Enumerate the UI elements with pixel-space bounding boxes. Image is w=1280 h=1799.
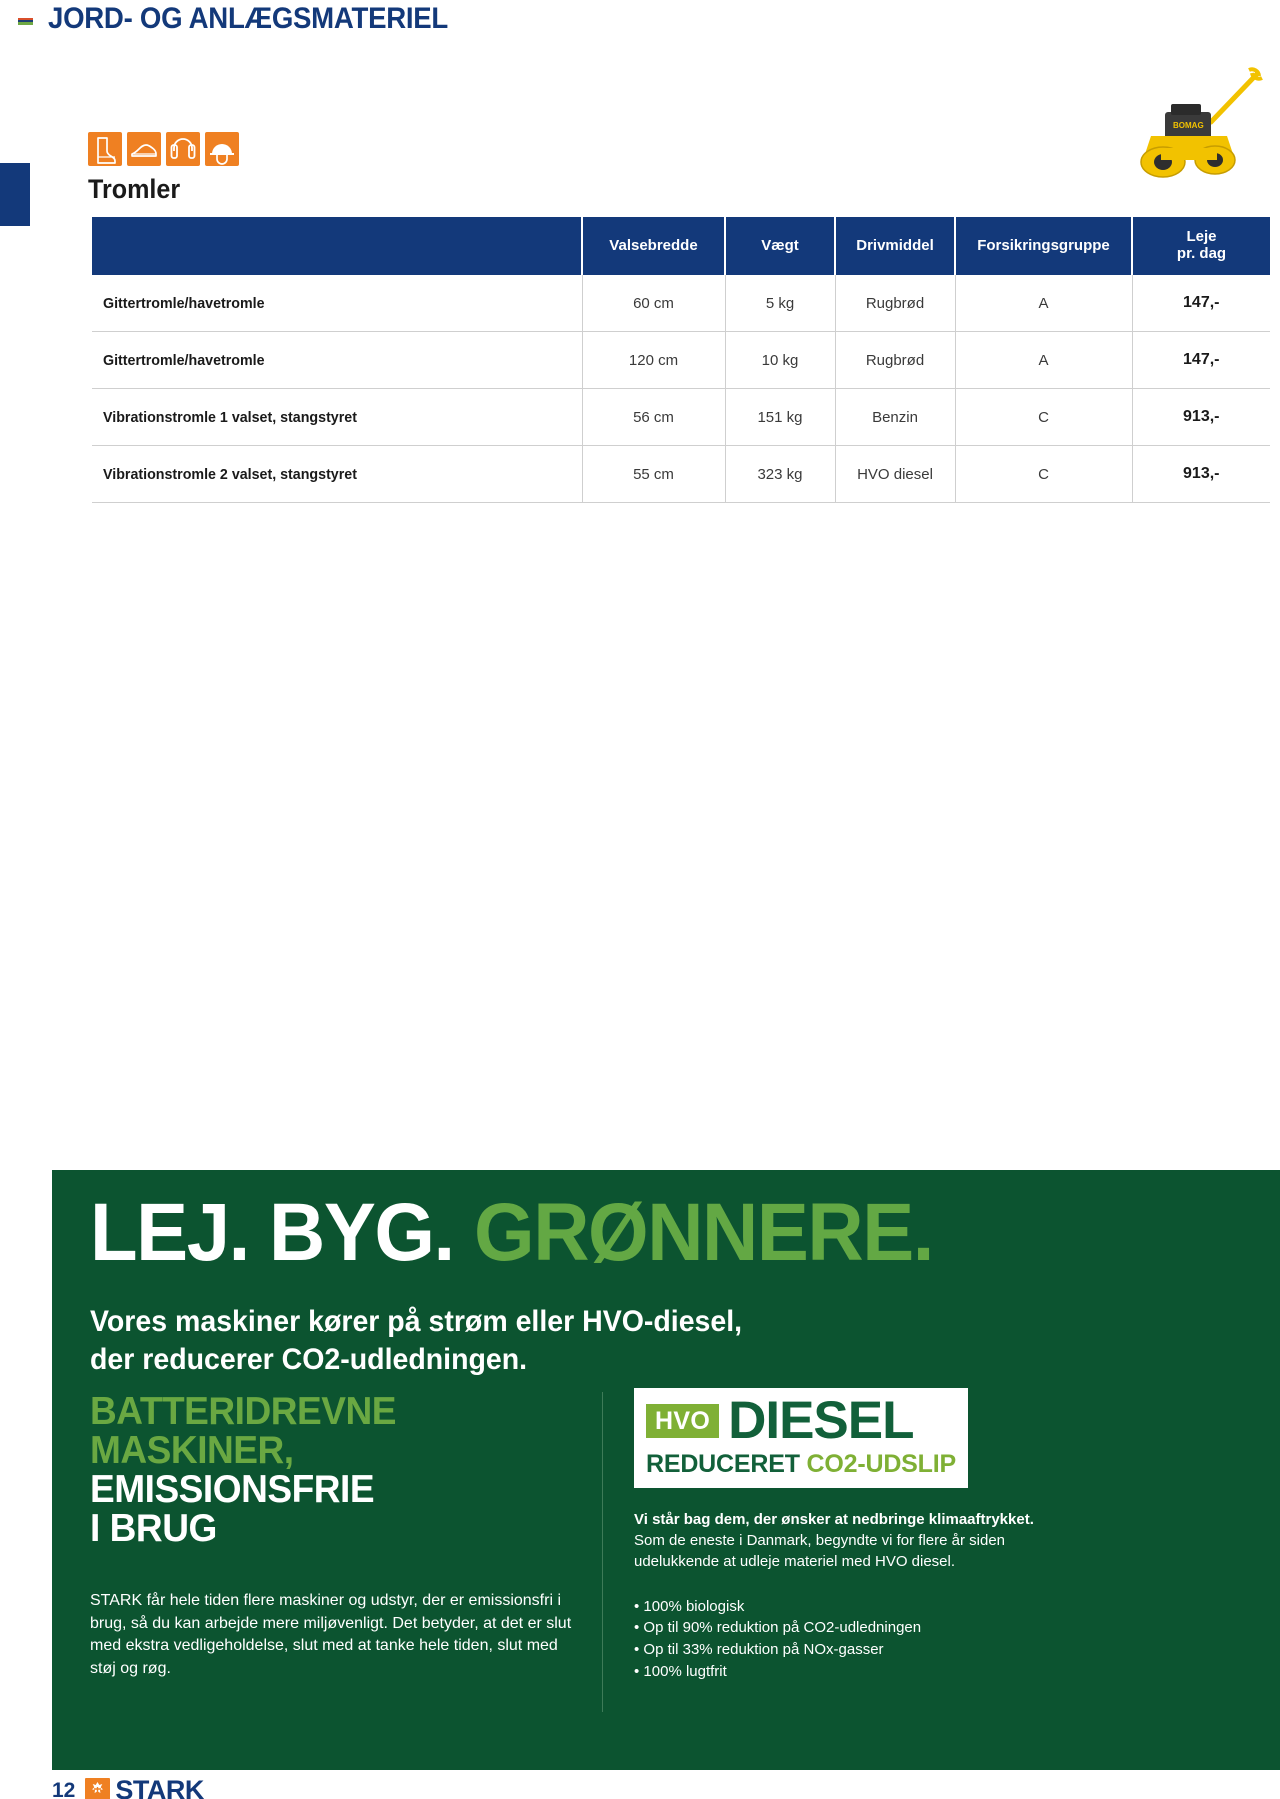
svg-text:BOMAG: BOMAG bbox=[1173, 121, 1204, 130]
col-header-forsikringsgruppe: Forsikringsgruppe bbox=[955, 217, 1132, 275]
hvo-benefits-list bbox=[634, 1596, 1034, 1683]
hvo-chip-label: HVO bbox=[646, 1404, 719, 1438]
ear-protection-icon bbox=[166, 132, 200, 166]
col-header-drivmiddel: Drivmiddel bbox=[835, 217, 955, 275]
product-photo-roller bbox=[1115, 66, 1275, 191]
safety-shoe-icon bbox=[127, 132, 161, 166]
stark-mark-icon bbox=[85, 1778, 110, 1799]
cell-valsebredde: 120 cm bbox=[582, 332, 725, 389]
equipment-spec-table bbox=[92, 217, 1270, 503]
cell-name bbox=[92, 446, 582, 503]
stark-logo bbox=[85, 1775, 204, 1799]
col-header-name bbox=[92, 217, 582, 275]
cell-forsikringsgruppe: A bbox=[955, 332, 1132, 389]
ppe-icon-row bbox=[88, 132, 239, 166]
column-divider bbox=[602, 1392, 603, 1712]
hvo-badge-line2 bbox=[646, 1450, 956, 1479]
green-promo-banner bbox=[52, 1170, 1280, 1770]
banner-right-column bbox=[634, 1388, 1034, 1683]
section-heading: Tromler bbox=[88, 174, 181, 204]
list-item: • Op til 90% reduktion på CO2-udledningen bbox=[634, 1617, 1034, 1639]
page-header bbox=[0, 0, 1280, 46]
hvo-badge-reduceret: REDUCERET bbox=[646, 1449, 800, 1478]
helmet-icon bbox=[205, 132, 239, 166]
cell-name bbox=[92, 389, 582, 446]
cell-vaegt: 323 kg bbox=[725, 446, 835, 503]
stark-wordmark: STARK bbox=[115, 1775, 204, 1799]
cell-vaegt: 5 kg bbox=[725, 275, 835, 332]
table-row bbox=[92, 389, 1270, 446]
battery-heading-line4: I BRUG bbox=[90, 1507, 217, 1550]
color-marker-icon bbox=[18, 18, 33, 25]
cell-name-text: Gittertromle/havetromle bbox=[103, 294, 265, 312]
section-tab-marker bbox=[0, 163, 30, 226]
cell-drivmiddel: HVO diesel bbox=[835, 446, 955, 503]
cell-forsikringsgruppe: C bbox=[955, 389, 1132, 446]
list-item: • Op til 33% reduktion på NOx-gasser bbox=[634, 1639, 1034, 1661]
table-row bbox=[92, 275, 1270, 332]
banner-headline-white: LEJ. BYG. bbox=[90, 1187, 454, 1278]
col-header-vaegt: Vægt bbox=[725, 217, 835, 275]
col-header-valsebredde: Valsebredde bbox=[582, 217, 725, 275]
list-item: • 100% biologisk bbox=[634, 1596, 1034, 1618]
list-item: • 100% lugtfrit bbox=[634, 1661, 1034, 1683]
cell-vaegt: 151 kg bbox=[725, 389, 835, 446]
cell-name-text: Vibrationstromle 2 valset, stangstyret bbox=[103, 465, 357, 483]
safety-boot-icon bbox=[88, 132, 122, 166]
battery-heading-line3: EMISSIONSFRIE bbox=[90, 1468, 375, 1511]
col-header-leje bbox=[1132, 217, 1270, 275]
hvo-diesel-word: DIESEL bbox=[728, 1391, 914, 1450]
page-number: 12 bbox=[52, 1778, 76, 1799]
cell-name bbox=[92, 332, 582, 389]
page-footer bbox=[52, 1775, 204, 1799]
hvo-badge-line1 bbox=[646, 1391, 956, 1450]
hvo-diesel-badge bbox=[634, 1388, 968, 1488]
table-body bbox=[92, 275, 1270, 503]
banner-subheadline-line1: Vores maskiner kører på strøm eller HVO-diesel, bbox=[90, 1305, 743, 1338]
cell-forsikringsgruppe: A bbox=[955, 275, 1132, 332]
cell-name bbox=[92, 275, 582, 332]
cell-valsebredde: 55 cm bbox=[582, 446, 725, 503]
cell-leje: 147,- bbox=[1132, 275, 1270, 332]
cell-leje: 913,- bbox=[1132, 389, 1270, 446]
cell-vaegt: 10 kg bbox=[725, 332, 835, 389]
hvo-lead-text: Vi står bag dem, der ønsker at nedbringe klimaaftrykket. bbox=[634, 1510, 1034, 1528]
table-row bbox=[92, 446, 1270, 503]
battery-body-text: STARK får hele tiden flere maskiner og udstyr, der er emissionsfri i brug, så du kan arbejde mere miljøvenligt. Det betyder, at det er slut med ekstra vedligeholdelse, slut med at tanke hele tiden, slut med støj og røg. bbox=[90, 1592, 572, 1678]
col-header-leje-line2: pr. dag bbox=[1176, 245, 1227, 262]
cell-name-text: Gittertromle/havetromle bbox=[103, 351, 265, 369]
battery-heading-line2: MASKINER, bbox=[90, 1429, 294, 1472]
hvo-body-text: Som de eneste i Danmark, begyndte vi for flere år siden udelukkende at udleje materiel med HVO diesel. bbox=[634, 1531, 1006, 1570]
cell-drivmiddel: Benzin bbox=[835, 389, 955, 446]
banner-headline bbox=[90, 1187, 933, 1278]
battery-heading bbox=[90, 1392, 556, 1548]
banner-headline-green: GRØNNERE. bbox=[474, 1187, 933, 1278]
cell-valsebredde: 60 cm bbox=[582, 275, 725, 332]
col-header-leje-line1: Leje bbox=[1186, 228, 1217, 246]
table-row bbox=[92, 332, 1270, 389]
page-title: JORD- OG ANLÆGSMATERIEL bbox=[48, 2, 448, 35]
table-header-row bbox=[92, 217, 1270, 275]
cell-leje: 913,- bbox=[1132, 446, 1270, 503]
battery-heading-line1: BATTERIDREVNE bbox=[90, 1390, 397, 1433]
cell-drivmiddel: Rugbrød bbox=[835, 275, 955, 332]
banner-left-column bbox=[90, 1392, 580, 1681]
cell-drivmiddel: Rugbrød bbox=[835, 332, 955, 389]
banner-subheadline-line2: der reducerer CO2-udledningen. bbox=[90, 1342, 528, 1376]
hvo-badge-co2-udslip: CO2-UDSLIP bbox=[806, 1449, 956, 1478]
cell-name-text: Vibrationstromle 1 valset, stangstyret bbox=[103, 408, 357, 426]
banner-subheadline bbox=[90, 1303, 742, 1378]
cell-forsikringsgruppe: C bbox=[955, 446, 1132, 503]
cell-valsebredde: 56 cm bbox=[582, 389, 725, 446]
cell-leje: 147,- bbox=[1132, 332, 1270, 389]
